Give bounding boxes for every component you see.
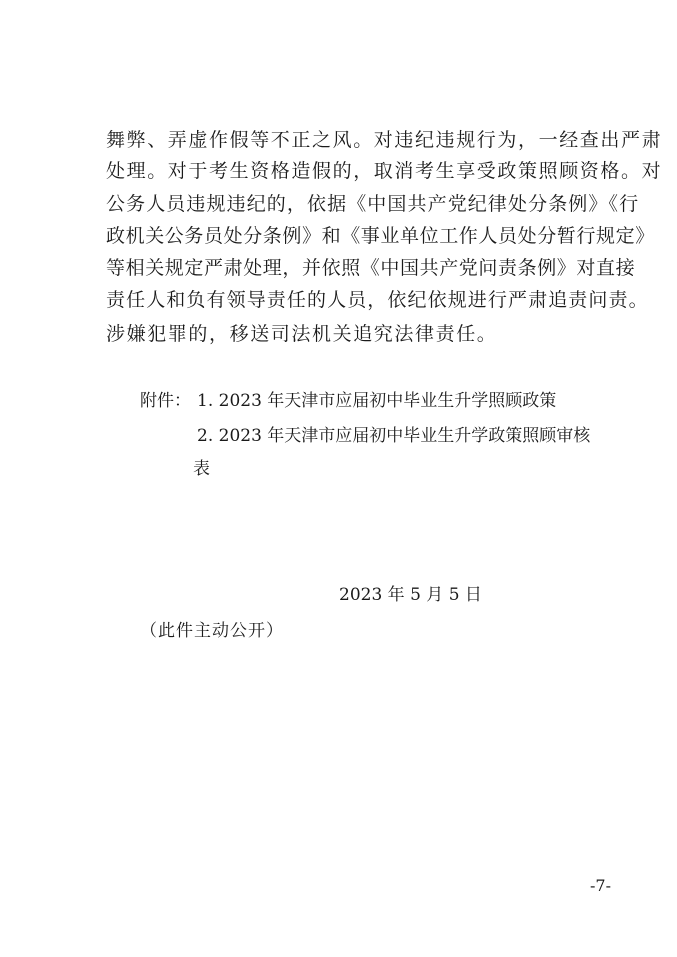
page-number: -7- bbox=[590, 876, 611, 895]
body-line-4: 政机关公务员处分条例》和《事业单位工作人员处分暂行规定》 bbox=[106, 225, 655, 247]
body-line-1: 舞弊、弄虚作假等不正之风。对违纪违规行为，一经查出严肃 bbox=[106, 129, 663, 151]
body-line-3: 公务人员违规违纪的，依据《中国共产党纪律处分条例》《行 bbox=[106, 193, 640, 215]
disclosure-note: （此件主动公开） bbox=[140, 621, 284, 641]
attachment-item-1: 1. 2023 年天津市应届初中毕业生升学照顾政策 bbox=[197, 391, 557, 411]
body-line-6: 责任人和负有领导责任的人员，依纪依规进行严肃追责问责。 bbox=[106, 289, 649, 311]
attachment-item-2-continued: 表 bbox=[193, 459, 210, 479]
body-line-5: 等相关规定严肃处理，并依照《中国共产党问责条例》对直接 bbox=[106, 257, 636, 279]
attachment-label: 附件： bbox=[140, 391, 191, 411]
body-line-7: 涉嫌犯罪的，移送司法机关追究法律责任。 bbox=[106, 323, 498, 345]
attachment-item-2: 2. 2023 年天津市应届初中毕业生升学政策照顾审核 bbox=[197, 426, 591, 446]
document-date: 2023 年 5 月 5 日 bbox=[339, 585, 482, 605]
body-line-2: 处理。对于考生资格造假的，取消考生享受政策照顾资格。对 bbox=[106, 160, 663, 182]
